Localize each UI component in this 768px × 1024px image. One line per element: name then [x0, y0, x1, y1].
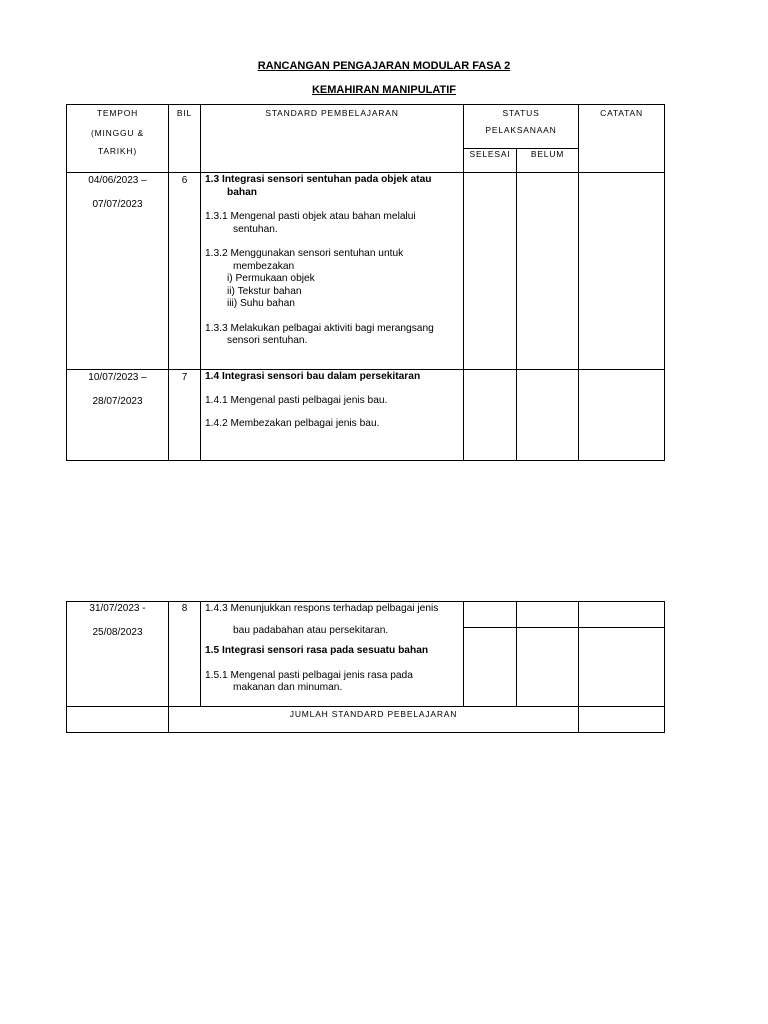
bil-cell — [169, 173, 201, 370]
standard-item-cont: makanan dan minuman. — [233, 682, 343, 693]
header-bil-label: BIL — [176, 108, 193, 118]
selesai-cell — [464, 602, 517, 628]
standard-item-cont: membezakan — [233, 260, 295, 272]
belum-cell — [517, 173, 579, 370]
standard-item: 1.3.1 Mengenal pasti objek atau bahan melalui — [205, 211, 416, 222]
bil-value: 6 — [181, 175, 188, 186]
total-label-cell — [169, 707, 579, 733]
total-catatan-cell — [579, 707, 665, 733]
header-bil — [169, 105, 201, 173]
standard-subitem: ii) Tekstur bahan — [227, 285, 302, 297]
standard-heading: 1.3 Integrasi sensori sentuhan pada objek atau — [205, 174, 432, 185]
header-catatan — [579, 105, 665, 173]
standard-heading: 1.4 Integrasi sensori bau dalam persekitaran — [205, 371, 421, 382]
standard-item: 1.4.2 Membezakan pelbagai jenis bau. — [205, 418, 380, 429]
bil-value: 8 — [181, 603, 188, 614]
standard-heading-cont: bahan — [227, 186, 258, 198]
header-selesai-label: SELESAI — [469, 149, 511, 159]
belum-cell — [517, 370, 579, 461]
header-tarikh-label: TARIKH) — [98, 146, 137, 156]
total-empty-cell — [67, 707, 169, 733]
standard-cell — [201, 370, 464, 461]
header-tempoh-label: TEMPOH — [96, 108, 139, 118]
header-selesai — [464, 149, 517, 173]
table-row — [67, 602, 665, 628]
table-row — [67, 173, 665, 370]
standard-cell — [201, 173, 464, 370]
belum-cell — [517, 628, 579, 707]
lesson-plan-table-continued — [66, 601, 665, 733]
header-minggu-label: (MINGGU & — [90, 128, 144, 138]
lesson-plan-table — [66, 104, 665, 461]
standard-item: 1.3.3 Melakukan pelbagai aktiviti bagi merangsang — [205, 322, 434, 334]
header-pelaksanaan-label: PELAKSANAAN — [485, 125, 557, 135]
date-to: 28/07/2023 — [92, 396, 143, 407]
date-from: 31/07/2023 - — [89, 603, 146, 614]
catatan-cell — [579, 628, 665, 707]
header-catatan-label: CATATAN — [600, 108, 643, 118]
standard-heading: 1.5 Integrasi sensori rasa pada sesuatu bahan — [205, 645, 429, 656]
header-belum-label: BELUM — [530, 149, 565, 159]
standard-item-cont: sensori sentuhan. — [227, 335, 308, 346]
catatan-cell — [579, 370, 665, 461]
standard-item-cont: bau padabahan atau persekitaran. — [233, 624, 389, 636]
header-tempoh — [67, 105, 169, 173]
standard-subitem: i) Permukaan objek — [227, 273, 315, 284]
tempoh-cell — [67, 370, 169, 461]
standard-item: 1.4.3 Menunjukkan respons terhadap pelbagai jenis — [205, 603, 439, 614]
header-belum — [517, 149, 579, 173]
document-subtitle: KEMAHIRAN MANIPULATIF — [311, 84, 456, 96]
standard-cell — [201, 602, 464, 707]
bil-value: 7 — [181, 372, 188, 383]
header-status — [464, 105, 579, 149]
standard-item: 1.4.1 Mengenal pasti pelbagai jenis bau. — [205, 394, 388, 406]
total-row — [67, 707, 665, 733]
catatan-cell — [579, 173, 665, 370]
bil-cell — [169, 370, 201, 461]
header-status-label: STATUS — [502, 108, 540, 118]
belum-cell — [517, 602, 579, 628]
header-standard — [201, 105, 464, 173]
table-row — [67, 370, 665, 461]
tempoh-cell — [67, 173, 169, 370]
selesai-cell — [464, 173, 517, 370]
date-to: 07/07/2023 — [92, 199, 143, 210]
date-from: 10/07/2023 – — [88, 372, 147, 383]
catatan-cell — [579, 602, 665, 628]
standard-item: 1.5.1 Mengenal pasti pelbagai jenis rasa pada — [205, 669, 413, 681]
bil-cell — [169, 602, 201, 707]
selesai-cell — [464, 628, 517, 707]
tempoh-cell — [67, 602, 169, 707]
selesai-cell — [464, 370, 517, 461]
standard-subitem: iii) Suhu bahan — [227, 298, 295, 309]
date-from: 04/06/2023 – — [88, 175, 147, 186]
standard-item: 1.3.2 Menggunakan sensori sentuhan untuk — [205, 248, 404, 259]
date-to: 25/08/2023 — [92, 627, 143, 638]
standard-item-cont: sentuhan. — [233, 223, 278, 235]
document-title: RANCANGAN PENGAJARAN MODULAR FASA 2 — [257, 60, 511, 72]
total-label: JUMLAH STANDARD PEBELAJARAN — [289, 709, 458, 719]
header-standard-label: STANDARD PEMBELAJARAN — [265, 108, 399, 118]
